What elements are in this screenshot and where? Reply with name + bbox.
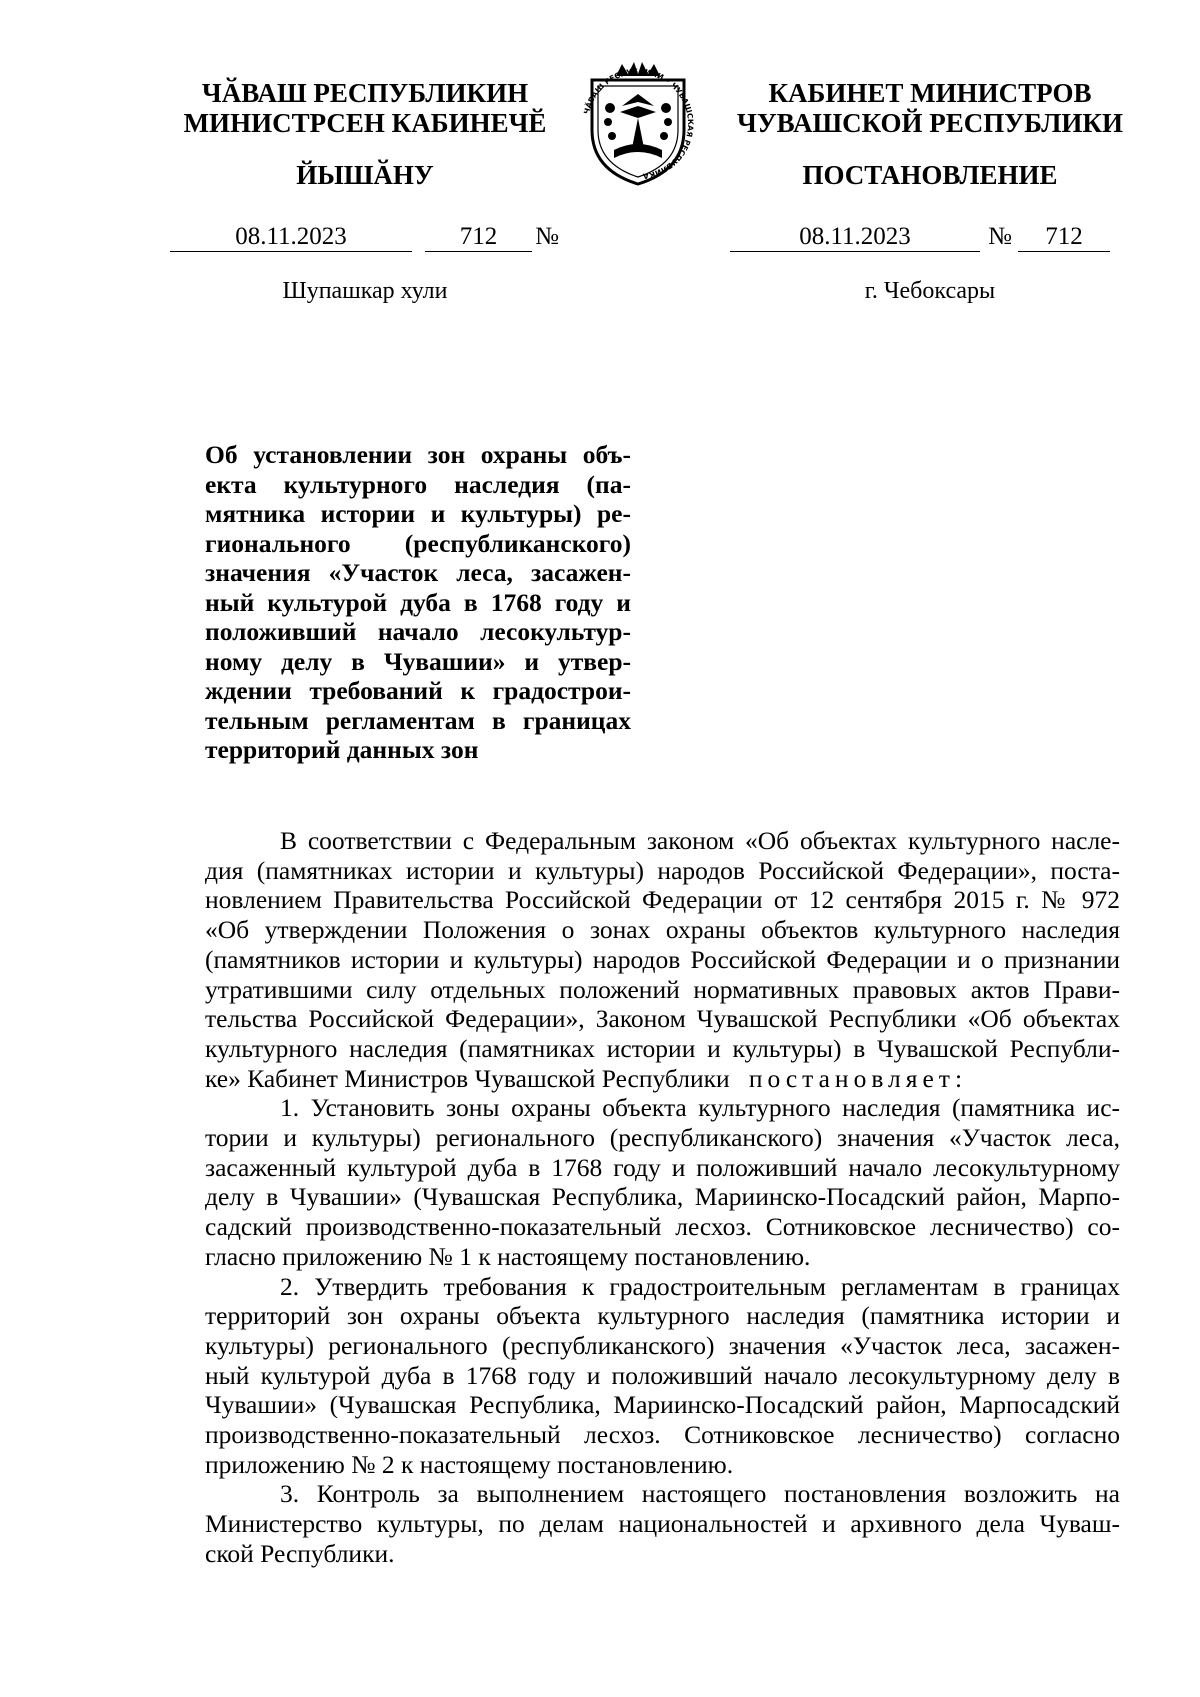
right-org-line1: КАБИНЕТ МИНИСТРОВ: [768, 78, 1092, 108]
preamble-last: ке» Кабинет Министров Чувашской Республики: [205, 1063, 730, 1093]
resolves-word: постановляет:: [748, 1063, 968, 1093]
left-org-line1: ЧӐВАШ РЕСПУБЛИКИН: [201, 78, 529, 108]
body-line: утратившими силу отдельных положений нормативных правовых актов Прави-: [205, 974, 1120, 1004]
body-line: Министерство культуры, по делам национальностей и архивного дела Чуваш-: [205, 1509, 1120, 1539]
body-line: гласно приложению № 1 к настоящему постановлению.: [205, 1241, 811, 1271]
body-line: приложению № 2 к настоящему постановлению.: [205, 1449, 734, 1479]
right-number-field: [1018, 223, 1110, 252]
body-line: Чувашии» (Чувашская Республика, Мариинско-Посадский район, Марпосадский: [205, 1390, 1120, 1420]
title-line: тельным регламентам в границах: [205, 705, 631, 735]
title-line: значения «Участок леса, засажен-: [205, 558, 631, 587]
title-line: положивший начало лесокультур-: [205, 617, 631, 646]
left-date: 08.11.2023: [235, 223, 347, 250]
body-line: садский производственно-показательный лесхоз. Сотниковское лесничество) со-: [205, 1212, 1120, 1242]
left-number-field: [425, 223, 532, 252]
item-3-paragraph: [205, 1479, 1120, 1568]
left-org-line2: МИНИСТРСЕН КАБИНЕЧӖ: [183, 108, 547, 138]
document-title: [205, 440, 631, 765]
title-line: ждении требований к градострои-: [205, 676, 631, 705]
body-line: (памятников истории и культуры) народов Российской Федерации и о признании: [205, 944, 1120, 974]
body-line: [205, 1064, 1120, 1094]
body-line: тории и культуры) регионального (республиканского) значения «Участок леса,: [205, 1123, 1120, 1153]
title-line: территорий данных зон: [205, 735, 479, 764]
body-line: новлением Правительства Российской Федерации от 12 сентября 2015 г. № 972: [205, 885, 1120, 915]
title-line: екта культурного наследия (па-: [205, 469, 631, 499]
preamble-paragraph: [205, 826, 1120, 1093]
right-org-line2: ЧУВАШСКОЙ РЕСПУБЛИКИ: [737, 108, 1123, 138]
right-date-field: [730, 223, 980, 252]
right-place: г. Чебоксары: [864, 278, 996, 304]
left-doc-type: ЙЫШӐНУ: [296, 160, 434, 190]
chuvash-emblem: [572, 58, 704, 190]
right-doc-type: ПОСТАНОВЛЕНИЕ: [802, 160, 1058, 190]
body-line: засаженный культурой дуба в 1768 году и положивший начало лесокультурному: [205, 1152, 1120, 1182]
body-line: культурного наследия (памятниках истории и культуры) в Чувашской Республи-: [205, 1033, 1120, 1063]
right-date: 08.11.2023: [799, 223, 911, 250]
left-place: Шупашкар хули: [282, 278, 448, 304]
left-date-field: [170, 223, 412, 252]
body-line: 3. Контроль за выполнением настоящего постановления возложить на: [280, 1479, 1120, 1509]
body-line: 1. Установить зоны охраны объекта культурного наследия (памятника ис-: [280, 1093, 1120, 1123]
body-line: 2. Утвердить требования к градостроительным регламентам в границах: [280, 1271, 1120, 1301]
emblem-ring-text: ЧӐВАШ РЕСПУБЛИКИ • ЧУВАШСКАЯ РЕСПУБЛИКА: [582, 66, 696, 181]
title-line: гионального (республиканского): [205, 528, 631, 558]
title-line: Об установлении зон охраны объ-: [205, 440, 631, 469]
body-line: ской Республики.: [205, 1538, 395, 1568]
body-line: делу в Чувашии» (Чувашская Республика, Мариинско-Посадский район, Марпо-: [205, 1182, 1120, 1212]
right-org-name: [720, 78, 1140, 138]
body-line: территорий зон охраны объекта культурного наследия (памятника истории и: [205, 1301, 1120, 1331]
right-number-sign: №: [988, 223, 1012, 250]
left-org-name: [165, 78, 565, 138]
body-line: производственно-показательный лесхоз. Сотниковское лесничество) согласно: [205, 1420, 1120, 1450]
body-line: тельства Российской Федерации», Законом Чувашской Республики «Об объектах: [205, 1004, 1120, 1034]
document-body: [205, 826, 1120, 1569]
item-2-paragraph: [205, 1272, 1120, 1480]
item-1-paragraph: [205, 1093, 1120, 1271]
left-number: 712: [459, 223, 498, 250]
title-line: ный культурой дуба в 1768 году и: [205, 587, 631, 617]
emblem-icon: [572, 58, 704, 190]
body-line: дия (памятниках истории и культуры) народов Российской Федерации», поста-: [205, 855, 1120, 885]
title-line: ному делу в Чувашии» и утвер-: [205, 646, 631, 676]
left-number-sign: №: [535, 223, 559, 250]
body-line: «Об утверждении Положения о зонах охраны объектов культурного наследия: [205, 915, 1120, 945]
body-line: ный культурой дуба в 1768 году и положивший начало лесокультурному делу в: [205, 1360, 1120, 1390]
body-line: культуры) регионального (республиканского) значения «Участок леса, засажен-: [205, 1330, 1120, 1360]
right-number: 712: [1045, 223, 1083, 250]
title-line: мятника истории и культуры) ре-: [205, 499, 631, 528]
body-line: В соответствии с Федеральным законом «Об объектах культурного насле-: [280, 826, 1120, 855]
